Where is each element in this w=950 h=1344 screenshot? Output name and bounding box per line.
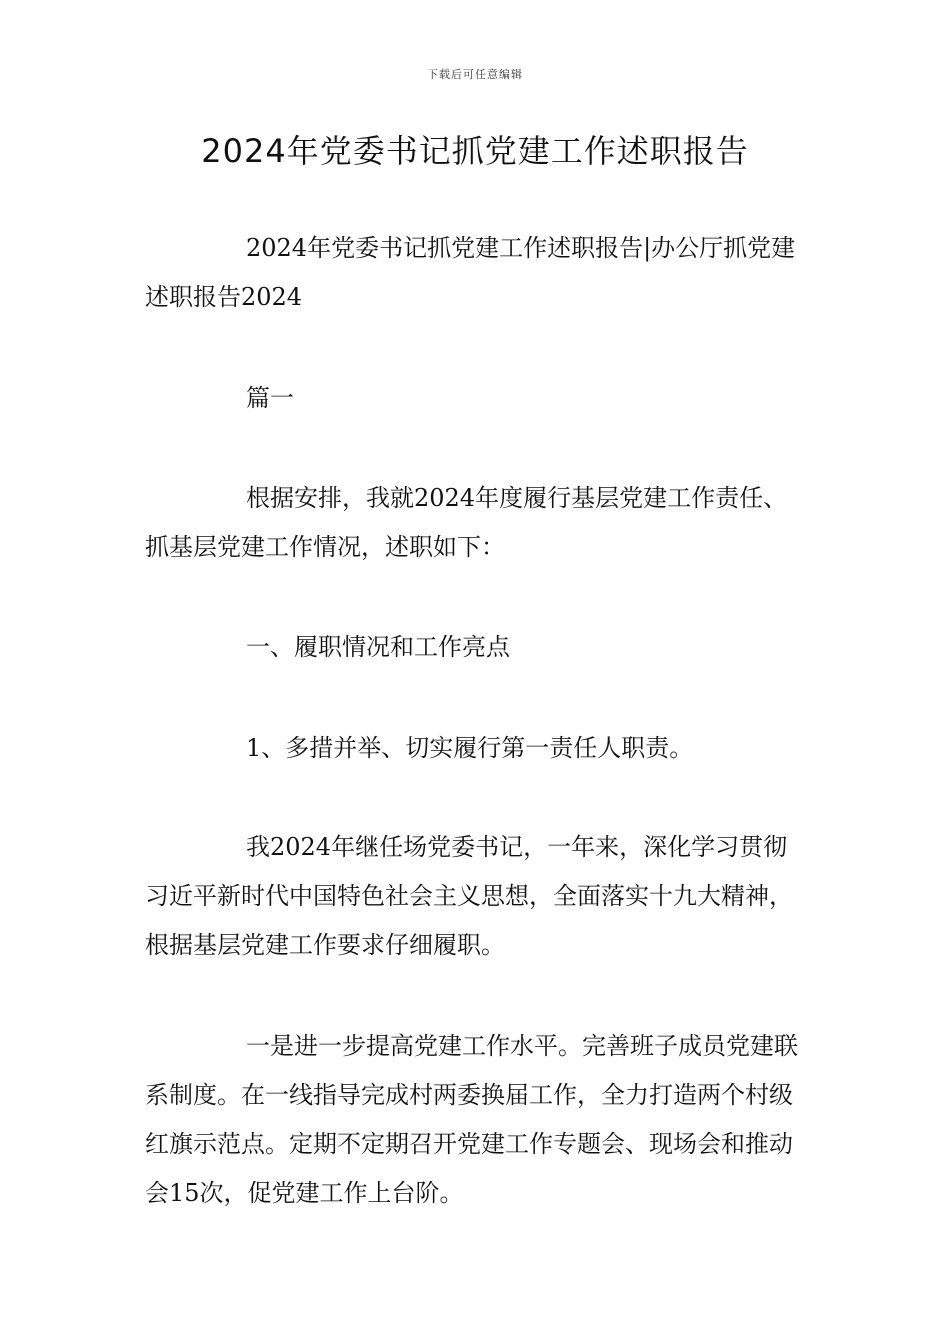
paragraph-subheading-1: 1、多措并举、切实履行第一责任人职责。: [246, 734, 694, 762]
header-note: 下载后可任意编辑: [427, 68, 523, 81]
document-title: 2024年党委书记抓党建工作述职报告: [201, 132, 749, 170]
paragraph-body-1: 我2024年继任场党委书记，一年来，深化学习贯彻习近平新时代中国特色社会主义思想，全面落实十九大精神，根据基层党建工作要求仔细履职。: [145, 833, 793, 959]
paragraph-subtitle: 2024年党委书记抓党建工作述职报告|办公厅抓党建述职报告2024: [145, 234, 796, 311]
paragraph-intro: 根据安排，我就2024年度履行基层党建工作责任、抓基层党建工作情况，述职如下：: [145, 484, 788, 561]
paragraph-heading-1: 一、履职情况和工作亮点: [246, 633, 510, 661]
paragraph-body-2: 一是进一步提高党建工作水平。完善班子成员党建联系制度。在一线指导完成村两委换届工作，全力打造两个村级红旗示范点。定期不定期召开党建工作专题会、现场会和推动会15次，促党建工作上台阶。: [145, 1032, 798, 1207]
paragraph-section-label: 篇一: [246, 384, 294, 412]
